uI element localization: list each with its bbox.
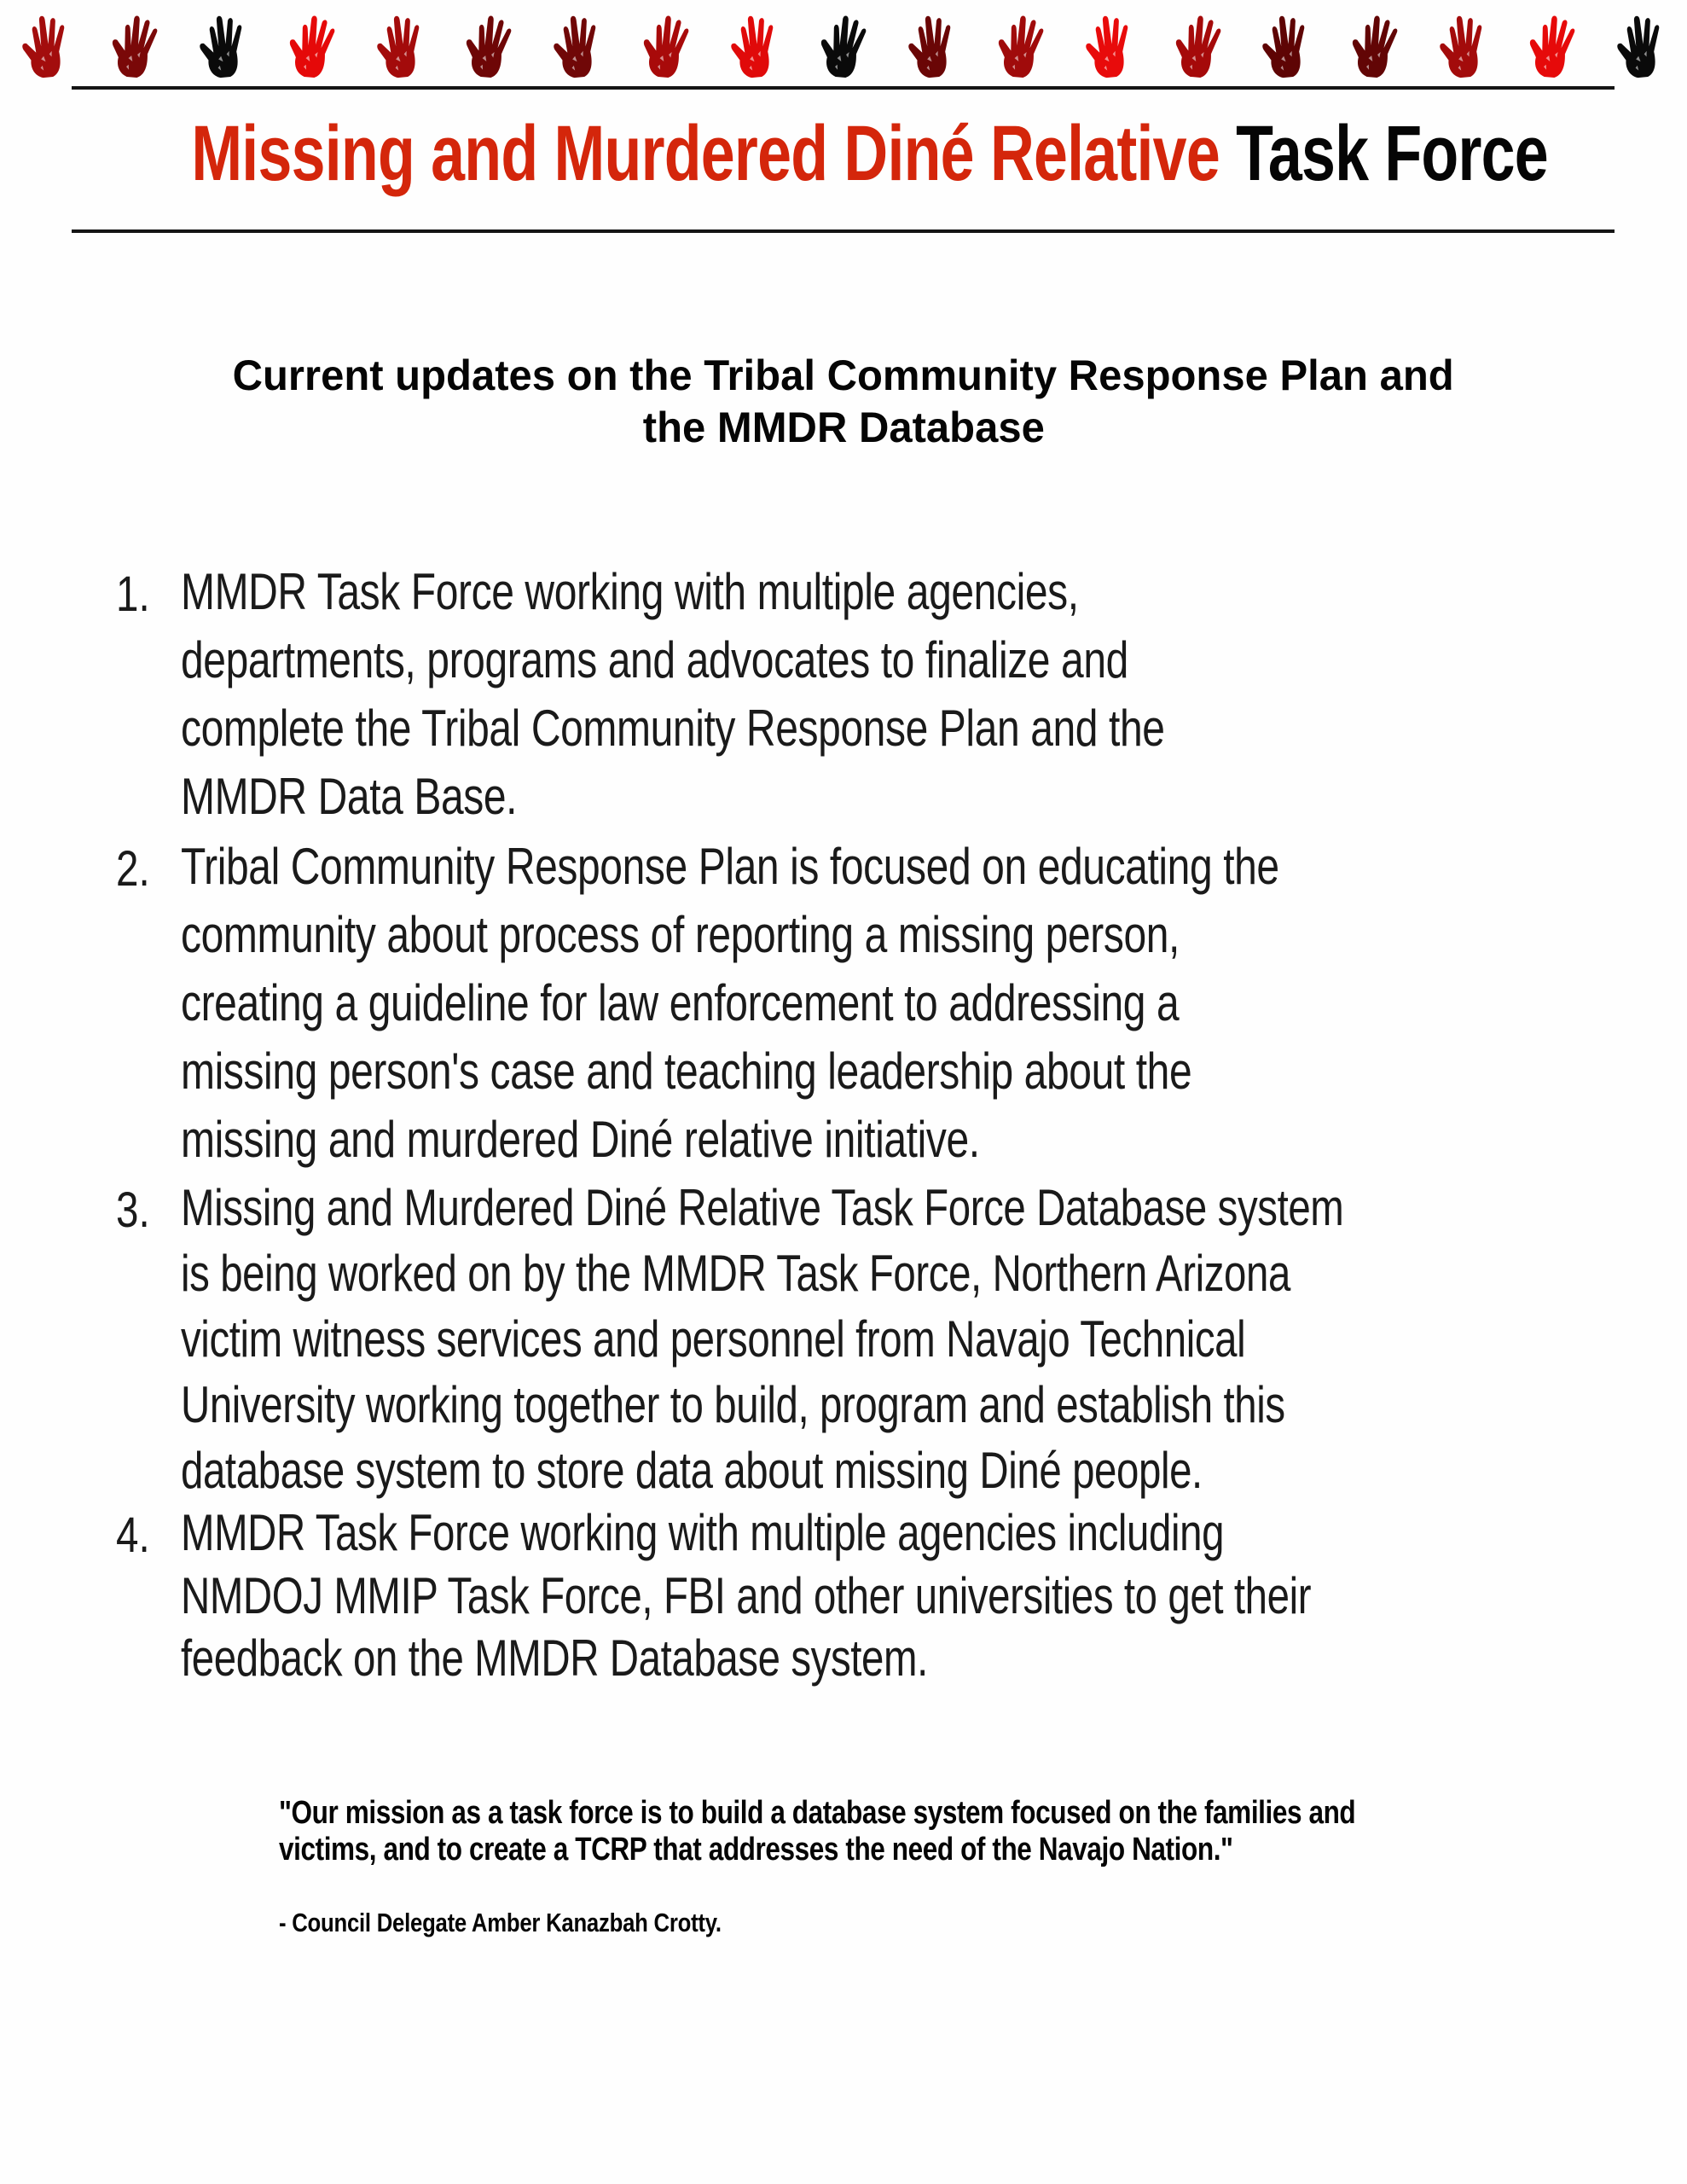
list-item-number: 1.	[116, 566, 150, 622]
handprint-icon	[191, 9, 256, 80]
handprint-icon	[811, 9, 876, 80]
title-black-part: Task Force	[1236, 110, 1548, 197]
quote-line: victims, and to create a TCRP that addresses the need of the Navajo Nation."	[279, 1832, 1233, 1867]
handprint-icon	[988, 9, 1053, 80]
handprint-icon	[722, 9, 787, 80]
handprint-icon	[900, 9, 965, 80]
page-title	[0, 111, 1687, 196]
handprint-icon	[1342, 9, 1407, 80]
handprint-icon	[1077, 9, 1142, 80]
list-item-line: University working together to build, program and establish this	[181, 1376, 1285, 1433]
handprint-icon	[1609, 9, 1673, 80]
list-item-line: NMDOJ MMIP Task Force, FBI and other universities to get their	[181, 1567, 1312, 1624]
list-item-number: 2.	[116, 841, 150, 897]
title-red-part: Missing and Murdered Diné Relative	[191, 110, 1220, 197]
list-item-line: MMDR Data Base.	[181, 768, 518, 825]
list-item-line: Missing and Murdered Diné Relative Task Force Database system	[181, 1179, 1344, 1236]
list-item-line: is being worked on by the MMDR Task Force, Northern Arizona	[181, 1245, 1290, 1302]
list-item-line: missing and murdered Diné relative initiative.	[181, 1111, 980, 1168]
list-item-number: 3.	[116, 1182, 150, 1238]
quote-line: "Our mission as a task force is to build a database system focused on the families and	[279, 1795, 1356, 1831]
section-heading-line: Current updates on the Tribal Community Response Plan and	[232, 351, 1455, 399]
list-item-line: database system to store data about missing Diné people.	[181, 1442, 1203, 1499]
header-divider-bottom	[72, 229, 1615, 233]
handprint-icon	[1520, 9, 1585, 80]
list-item-number: 4.	[116, 1507, 150, 1563]
handprint-icon	[280, 9, 345, 80]
handprint-icon	[545, 9, 610, 80]
handprint-icon	[368, 9, 433, 80]
handprint-icon	[14, 9, 78, 80]
list-item-line: community about process of reporting a missing person,	[181, 906, 1180, 963]
list-item-line: creating a guideline for law enforcement to addressing a	[181, 974, 1180, 1031]
quote-attribution: - Council Delegate Amber Kanazbah Crotty.	[279, 1908, 722, 1937]
handprint-icon	[1166, 9, 1231, 80]
handprint-banner	[0, 9, 1687, 80]
list-item-line: missing person's case and teaching leadership about the	[181, 1043, 1192, 1100]
list-item-line: Tribal Community Response Plan is focused on educating the	[181, 838, 1279, 895]
handprint-icon	[456, 9, 521, 80]
handprint-icon	[102, 9, 167, 80]
list-item-line: victim witness services and personnel from Navajo Technical	[181, 1310, 1246, 1368]
handprint-icon	[634, 9, 699, 80]
list-item-line: MMDR Task Force working with multiple agencies,	[181, 563, 1079, 620]
list-item-line: departments, programs and advocates to finalize and	[181, 631, 1128, 688]
list-item-line: complete the Tribal Community Response Plan and the	[181, 700, 1165, 757]
section-heading-line: the MMDR Database	[642, 404, 1045, 451]
handprint-icon	[1254, 9, 1319, 80]
list-item-line: feedback on the MMDR Database system.	[181, 1629, 928, 1687]
header-divider-top	[72, 86, 1615, 90]
list-item-line: MMDR Task Force working with multiple agencies including	[181, 1504, 1225, 1561]
handprint-icon	[1431, 9, 1496, 80]
section-heading	[0, 350, 1687, 454]
